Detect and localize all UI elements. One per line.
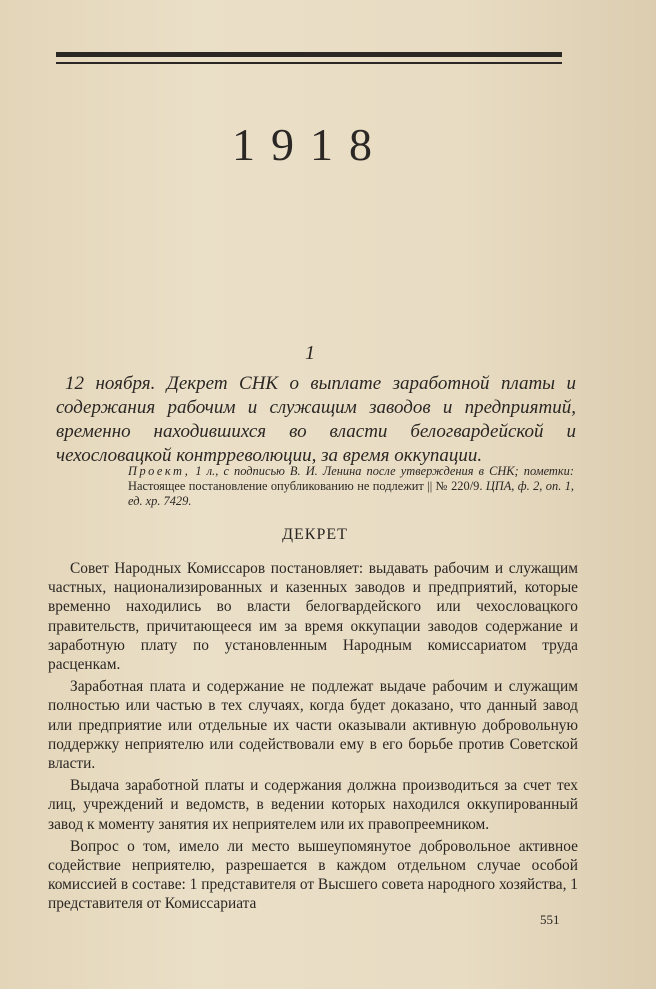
paragraph: Вопрос о том, имело ли место вышеупомянутое добровольное активное содействие неприятелю, разрешается в каждом отдельном случае особой комиссией в составе: 1 представителя от Высшего совета народного хозяйства, 1 представителя от Комиссариата (48, 837, 578, 913)
top-rule-thin (56, 62, 562, 64)
source-part3: ЦПА, ф. 2, оп. 1, ед. хр. 7429. (128, 479, 574, 508)
year-title: 1918 (232, 119, 388, 170)
paragraph: Совет Народных Комиссаров постановляет: выдавать рабочим и служащим частных, национализированных и казенных заводов и предприятий, которые временно находились во власти белогвардейского или чехословацкого правительств, причитающееся им за время оккупации заводов содержание и заработную плату по установленным Народным комиссариатом труда расценкам. (48, 560, 578, 674)
source-part1: 1 л., с подписью В. И. Ленина после утверждения в СНК; пометки: (190, 464, 574, 478)
document-number: 1 (305, 342, 315, 364)
decree-body (48, 559, 578, 917)
decree-title: ДЕКРЕТ (282, 526, 348, 543)
source-note (128, 464, 574, 509)
top-rule-thick (56, 52, 562, 57)
document-heading: 12 ноября. Декрет СНК о выплате заработной платы и содержания рабочим и служащим заводов и предприятий, временно находившихся во власти белогвардейской и чехословацкой контрреволюции, за время оккупации. (56, 373, 576, 466)
source-label: Проект, (128, 464, 191, 478)
paragraph: Заработная плата и содержание не подлежат выдаче рабочим и служащим полностью или частью в тех случаях, когда будет доказано, что данный завод или предприятие или отдельные их части оказывали активную добровольную поддержку неприятелю или содействовали ему в его борьбе против Советской власти. (48, 678, 578, 773)
source-part2: Настоящее постановление опубликованию не подлежит || № 220/9. (128, 479, 483, 493)
paragraph: Выдача заработной платы и содержания должна производиться за счет тех лиц, учреждений и ведомств, в ведении которых находился оккупированный завод к моменту занятия их неприятелем или их правопреемником. (48, 777, 578, 833)
page-number: 551 (540, 912, 560, 927)
